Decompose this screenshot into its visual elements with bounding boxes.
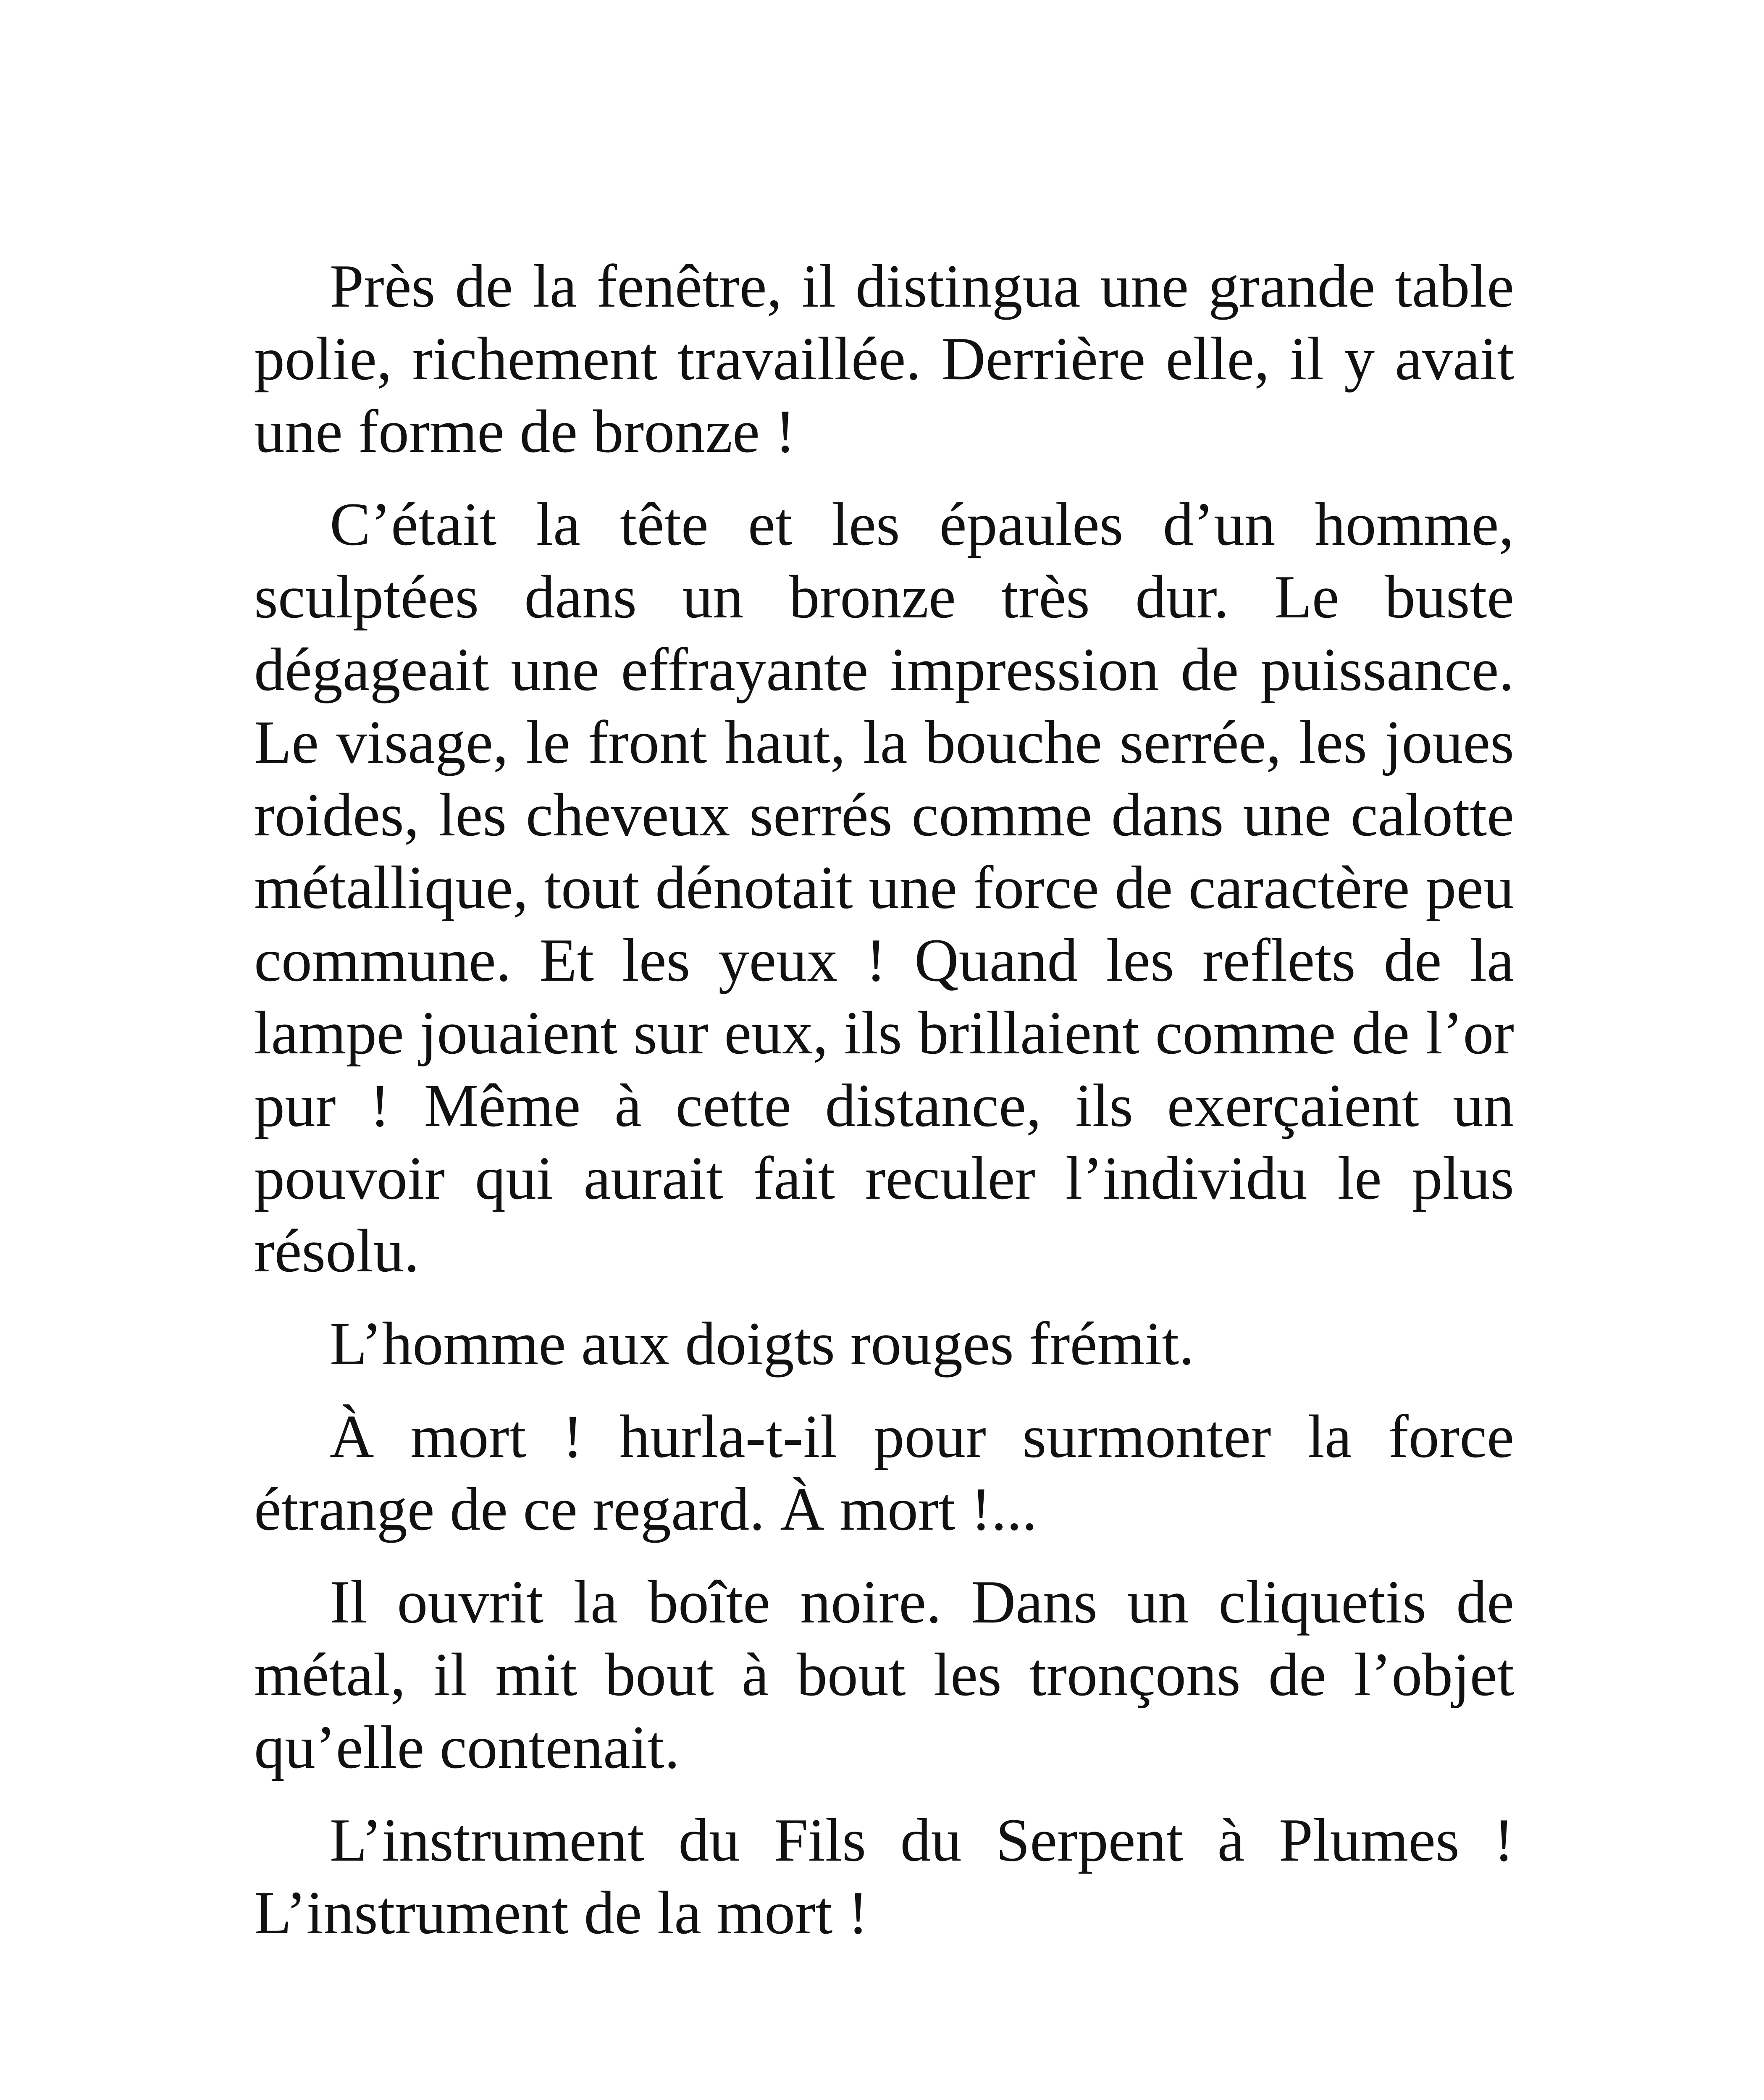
paragraph-5: Il ouvrit la boîte noire. Dans un cliquetis de métal, il mit bout à bout les tronçons de l’objet qu’elle contenait. — [254, 1568, 1514, 1781]
paragraph-1: Près de la fenêtre, il distingua une grande table polie, richement travaillée. Derrière elle, il y avait une forme de bronze ! — [254, 252, 1514, 465]
paragraph-6: L’instrument du Fils du Serpent à Plumes ! L’instrument de la mort ! — [254, 1806, 1514, 1947]
paragraph-4: À mort ! hurla-t-il pour surmonter la force étrange de ce regard. À mort !... — [254, 1402, 1514, 1543]
paragraph-2: C’était la tête et les épaules d’un homme, sculptées dans un bronze très dur. Le buste dégageait une effrayante impression de puissance. Le visage, le front haut, la bouche serrée, les joues roides, les cheveux serrés comme dans une calotte métallique, tout dénotait une force de caractère peu commune. Et les yeux ! Quand les reflets de la lampe jouaient sur eux, ils brillaient comme de l’or pur ! Même à cette distance, ils exerçaient un pouvoir qui aurait fait reculer l’individu le plus résolu. — [254, 490, 1514, 1285]
paragraph-3: L’homme aux doigts rouges frémit. — [330, 1310, 1194, 1378]
body-text — [254, 250, 1514, 1969]
